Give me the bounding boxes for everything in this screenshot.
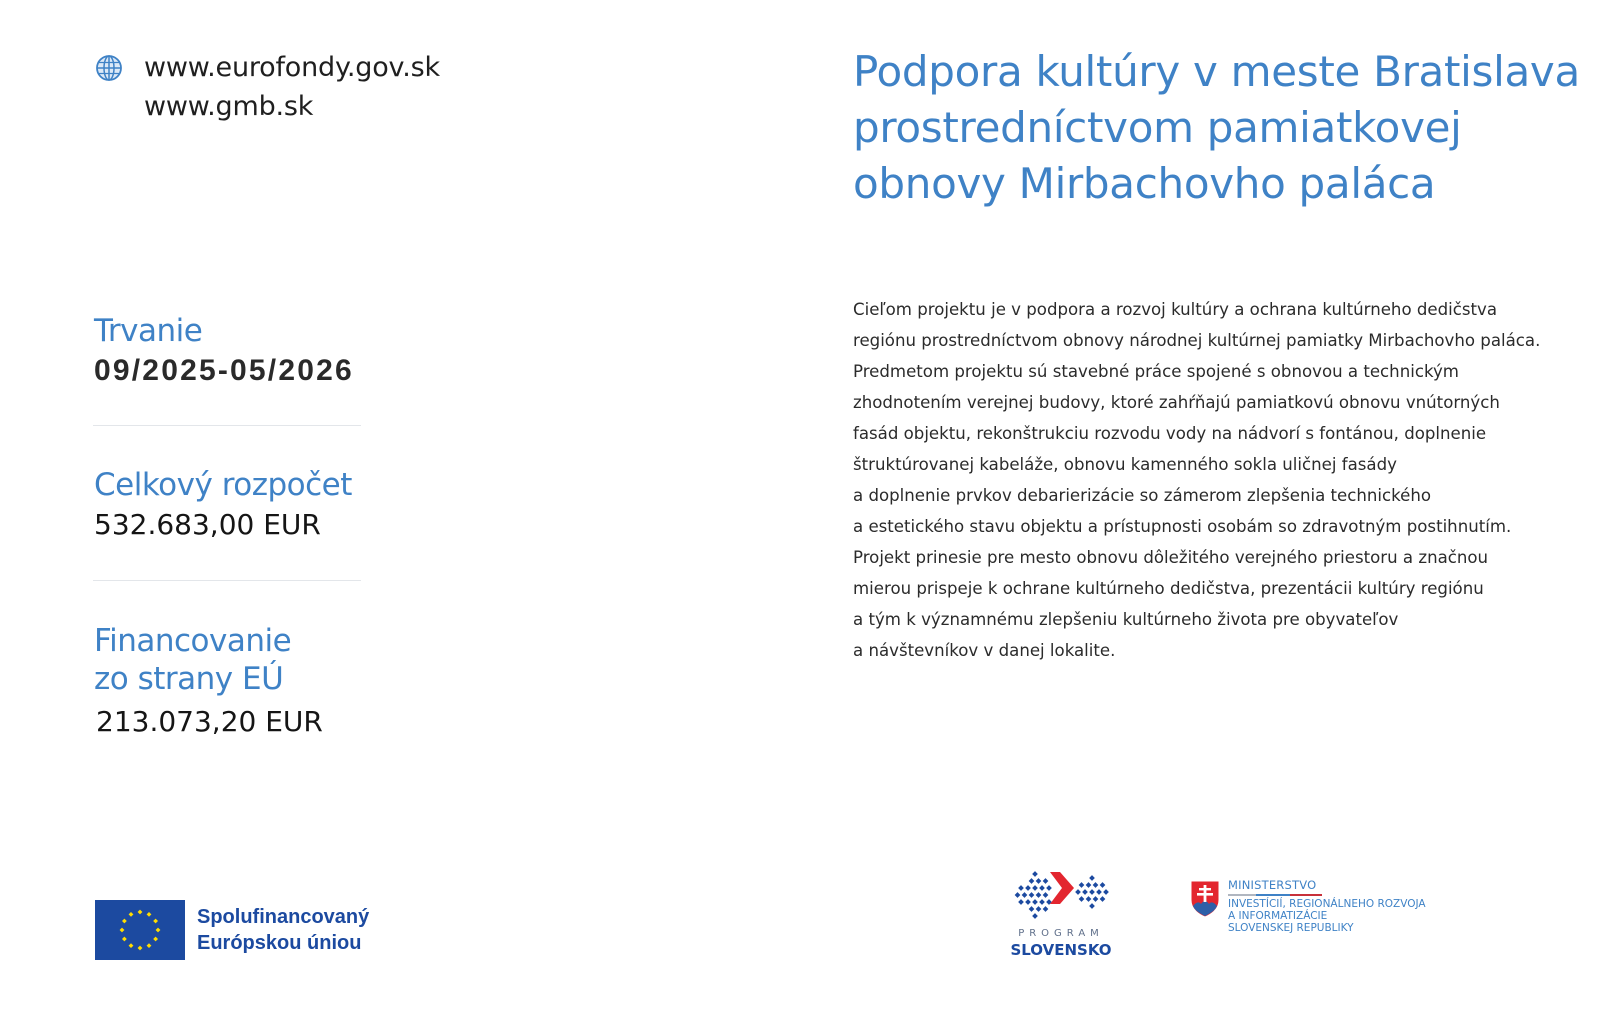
- ministry-line: INVESTÍCIÍ, REGIONÁLNEHO ROZVOJA: [1228, 898, 1426, 910]
- ministry-name: MINISTERSTVO: [1228, 878, 1317, 892]
- title-line: prostredníctvom pamiatkovej: [853, 103, 1462, 152]
- budget-label: Celkový rozpočet: [94, 467, 352, 503]
- logo-dot: [1018, 899, 1024, 905]
- gmb-link[interactable]: www.gmb.sk: [144, 91, 314, 122]
- logo-dot: [1089, 903, 1095, 909]
- eu-funding-label-line1: Financovanie: [94, 623, 292, 659]
- logo-dot: [1029, 906, 1035, 912]
- budget-value: 532.683,00 EUR: [94, 508, 321, 541]
- logo-dot: [1032, 871, 1038, 877]
- eu-star-icon: [122, 919, 127, 924]
- divider: [93, 580, 361, 581]
- description-line: štruktúrovanej kabeláže, obnovu kamenného sokla uličnej fasády: [853, 455, 1397, 474]
- description-line: Predmetom projektu sú stavebné práce spojené s obnovou a technickým: [853, 362, 1459, 381]
- project-description: [853, 294, 1540, 666]
- description-line: a tým k významnému zlepšeniu kultúrneho života pre obyvateľov: [853, 610, 1399, 629]
- eu-flag-icon: [95, 900, 185, 960]
- eu-star-icon: [138, 910, 143, 915]
- title-line: Podpora kultúry v meste Bratislava: [853, 47, 1580, 96]
- logo-dot: [1043, 892, 1049, 898]
- eu-funding-value: 213.073,20 EUR: [96, 705, 323, 738]
- eu-cofunded-logo: [95, 900, 375, 960]
- ministry-line: A INFORMATIZÁCIE: [1228, 910, 1328, 922]
- description-line: fasád objektu, rekonštrukciu rozvodu vody na nádvorí s fontánou, doplnenie: [853, 424, 1487, 443]
- description-line: a návštevníkov v danej lokalite.: [853, 641, 1116, 660]
- logo-dot: [1018, 885, 1024, 891]
- program-label: PROGRAM: [1018, 928, 1104, 939]
- logo-dot: [1039, 899, 1045, 905]
- logo-dot: [1032, 885, 1038, 891]
- duration-value: 09/2025-05/2026: [94, 354, 354, 387]
- eu-star-icon: [147, 943, 152, 948]
- description-line: a doplnenie prvkov debarierizácie so zámerom zlepšenia technického: [853, 486, 1432, 505]
- description-line: mierou prispeje k ochrane kultúrneho dedičstva, prezentácii kultúry regiónu: [853, 579, 1484, 598]
- logo-dot: [1100, 896, 1106, 902]
- logo-dot: [1039, 885, 1045, 891]
- logo-dot: [1043, 906, 1049, 912]
- logo-dot: [1089, 875, 1095, 881]
- eurofondy-link[interactable]: www.eurofondy.gov.sk: [144, 52, 440, 83]
- logo-dot: [1089, 889, 1095, 895]
- description-line: Projekt prinesie pre mesto obnovu dôležitého verejného priestoru a značnou: [853, 548, 1489, 567]
- duration-label: Trvanie: [94, 313, 203, 349]
- ministry-full-name: [1228, 898, 1426, 934]
- divider: [93, 425, 361, 426]
- eu-funding-label: [94, 622, 291, 698]
- logo-dot: [1036, 878, 1042, 884]
- eu-logo-line1: Spolufinancovaný: [197, 906, 370, 928]
- page-title: [853, 44, 1613, 212]
- logo-dot: [1079, 882, 1085, 888]
- description-line: a estetického stavu objektu a prístupnosti osobám so zdravotným postihnutím.: [853, 517, 1512, 536]
- logo-dot: [1046, 885, 1052, 891]
- program-slovensko-logo: [1008, 868, 1118, 958]
- eu-star-icon: [120, 928, 125, 933]
- logo-dot: [1029, 878, 1035, 884]
- eu-star-icon: [153, 937, 158, 942]
- logo-dot: [1082, 889, 1088, 895]
- logo-dot: [1032, 899, 1038, 905]
- ministry-rule: [1228, 894, 1322, 896]
- eu-logo-line2: Európskou úniou: [197, 932, 362, 954]
- eu-star-icon: [129, 912, 134, 917]
- logo-dot: [1025, 899, 1031, 905]
- logo-dot: [1086, 882, 1092, 888]
- logo-dot: [1025, 885, 1031, 891]
- description-line: zhodnotením verejnej budovy, ktoré zahŕňajú pamiatkovú obnovu vnútorných: [853, 393, 1500, 412]
- eu-star-icon: [129, 943, 134, 948]
- logo-dot: [1093, 896, 1099, 902]
- logo-dot: [1036, 892, 1042, 898]
- logo-dot: [1096, 889, 1102, 895]
- eu-star-icon: [156, 928, 161, 933]
- slovak-coat-of-arms-icon: [1190, 880, 1220, 918]
- logo-dot: [1015, 892, 1021, 898]
- eu-star-icon: [153, 919, 158, 924]
- logo-dot: [1075, 889, 1081, 895]
- logo-dot: [1093, 882, 1099, 888]
- ministry-line: SLOVENSKEJ REPUBLIKY: [1228, 922, 1354, 934]
- ministry-logo: [1190, 878, 1450, 938]
- logo-dot: [1043, 878, 1049, 884]
- title-line: obnovy Mirbachovho paláca: [853, 159, 1436, 208]
- eu-star-icon: [138, 946, 143, 951]
- description-line: Cieľom projektu je v podpora a rozvoj kultúry a ochrana kultúrneho dedičstva: [853, 300, 1498, 319]
- logo-dot: [1103, 889, 1109, 895]
- logo-dot: [1022, 892, 1028, 898]
- eu-funding-label-line2: zo strany EÚ: [94, 661, 284, 697]
- logo-dot: [1032, 913, 1038, 919]
- globe-icon: [95, 54, 123, 82]
- description-line: regiónu prostredníctvom obnovy národnej kultúrnej pamiatky Mirbachovho paláca.: [853, 331, 1541, 350]
- logo-dot: [1079, 896, 1085, 902]
- eu-star-icon: [147, 912, 152, 917]
- slovensko-label: SLOVENSKO: [1010, 941, 1112, 959]
- logo-dot: [1036, 906, 1042, 912]
- eu-star-icon: [122, 937, 127, 942]
- logo-dot: [1029, 892, 1035, 898]
- eu-logo-text: [197, 904, 369, 956]
- logo-dot: [1086, 896, 1092, 902]
- program-slovensko-mark-icon: [1008, 868, 1114, 924]
- logo-dot: [1100, 882, 1106, 888]
- red-chevron: [1050, 872, 1074, 904]
